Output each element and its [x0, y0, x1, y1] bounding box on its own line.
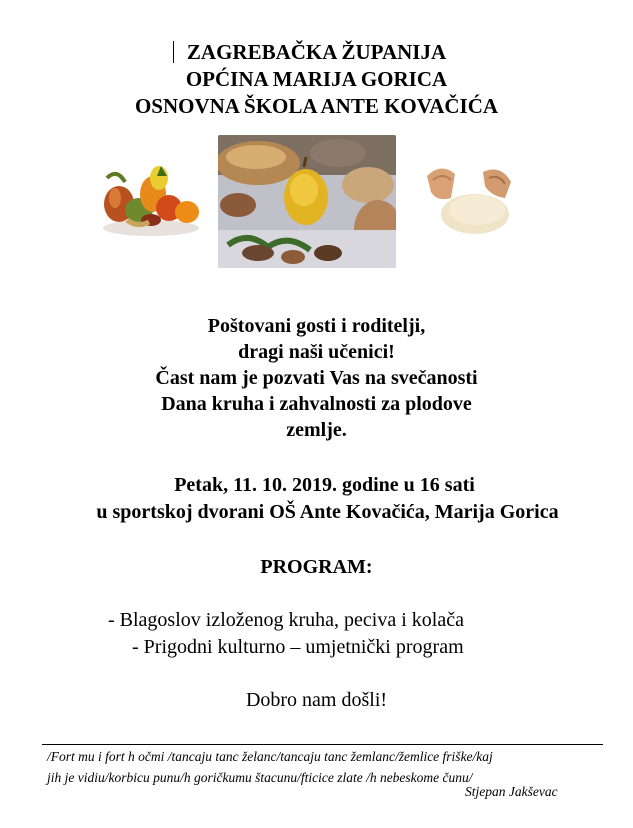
poem-line: jih je vidiu/korbicu punu/h goričkumu štacunu/fticice zlate /h nebeskome čunu/ — [47, 770, 473, 785]
program-title: PROGRAM: — [260, 556, 373, 578]
event-details — [0, 472, 633, 526]
invitation-line: dragi naši učenici! — [238, 341, 395, 363]
program-list — [108, 607, 464, 661]
invitation-line: Čast nam je pozvati Vas na svečanosti — [155, 367, 478, 389]
welcome-text: Dobro nam došli! — [245, 689, 388, 711]
divider-line — [42, 744, 603, 745]
header-municipality: OPĆINA MARIJA GORICA — [185, 67, 448, 91]
event-location: u sportskoj dvorani OŠ Ante Kovačića, Marija Gorica — [96, 501, 559, 523]
dough-hands-clipart — [425, 158, 513, 238]
program-item: - Blagoslov izloženog kruha, peciva i kolača — [108, 609, 464, 631]
header-school: OSNOVNA ŠKOLA ANTE KOVAČIĆA — [134, 94, 499, 118]
invitation-line: Poštovani gosti i roditelji, — [207, 315, 426, 337]
header-block — [0, 39, 633, 120]
poem-quote — [47, 746, 607, 788]
invitation-line: zemlje. — [286, 419, 347, 441]
bread-photo — [218, 135, 396, 268]
header-county: ZAGREBAČKA ŽUPANIJA — [186, 40, 447, 64]
poem-line: /Fort mu i fort h očmi /tancaju tanc želanc/tancaju tanc žemlanc/žemlice friške/kaj — [47, 749, 493, 764]
invitation-block — [0, 313, 633, 443]
event-date-time: Petak, 11. 10. 2019. godine u 16 sati — [174, 474, 475, 496]
vegetables-clipart — [97, 158, 205, 238]
program-item: - Prigodni kulturno – umjetnički program — [132, 636, 464, 658]
invitation-line: Dana kruha i zahvalnosti za plodove — [161, 393, 472, 415]
poem-author: Stjepan Jakševac — [465, 784, 558, 799]
